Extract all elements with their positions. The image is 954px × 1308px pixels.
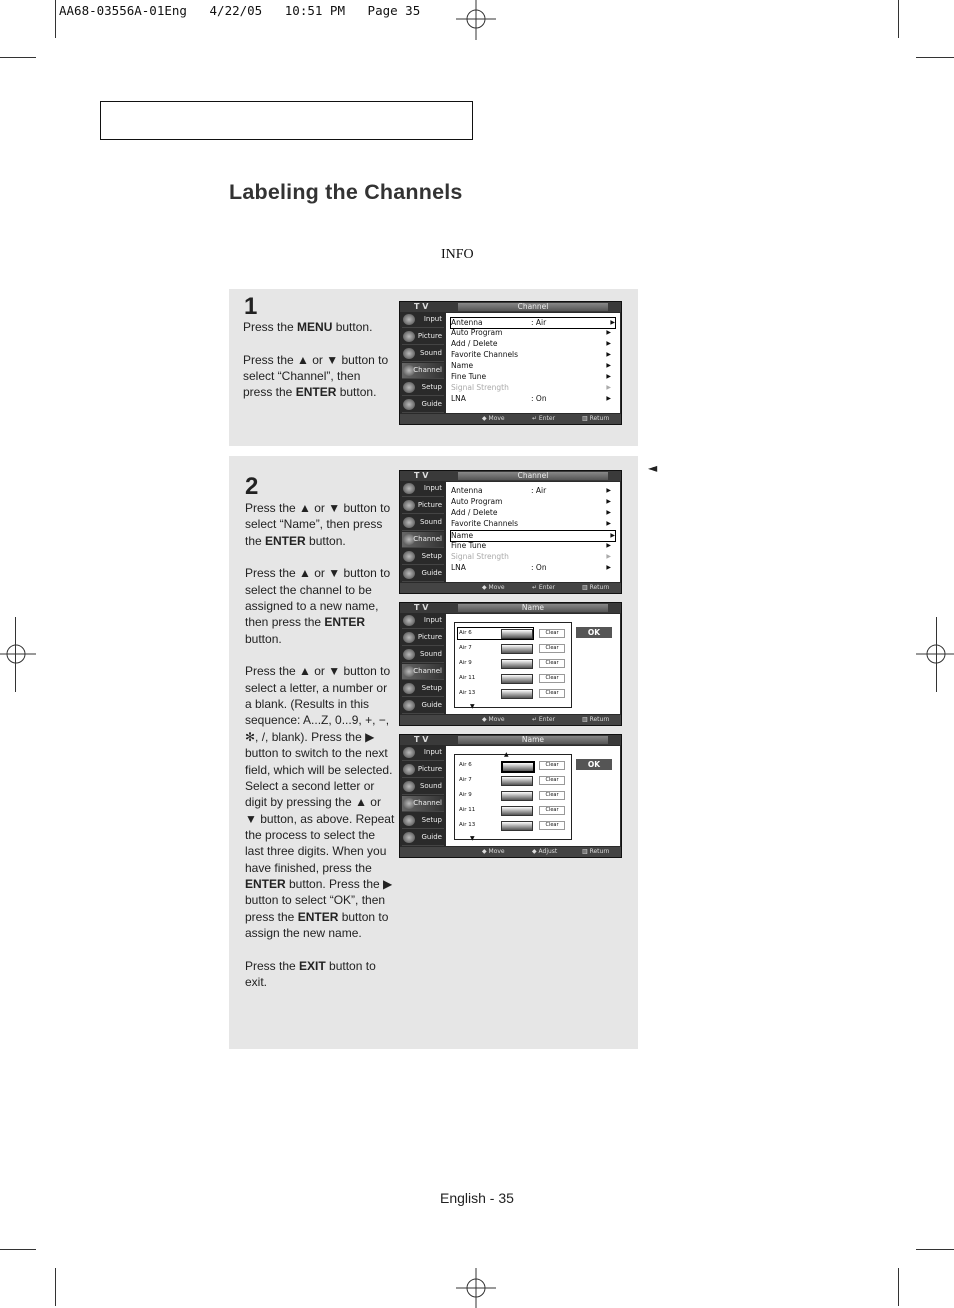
channel-label: Air 11 [459, 675, 476, 681]
channel-label: Air 9 [459, 792, 472, 798]
sidebar-item-picture [402, 498, 444, 514]
name-field [501, 644, 533, 654]
sidebar-item-label: Channel [413, 535, 442, 543]
sidebar-item-label: Input [423, 315, 442, 323]
chevron-right-icon: ▶ [606, 329, 611, 336]
chevron-right-icon: ▶ [606, 351, 611, 358]
menu-item-label: Signal Strength [451, 552, 509, 561]
screen-sidebar [400, 745, 445, 847]
chevron-right-icon: ▶ [606, 509, 611, 516]
channel-menu-item [451, 372, 611, 382]
menu-item-label: Antenna [451, 486, 483, 495]
screen-sidebar [400, 613, 445, 715]
channel-label: Air 7 [459, 777, 472, 783]
name-row [459, 759, 567, 771]
tv-screen-name-edit [399, 734, 622, 858]
sidebar-item-sound [402, 346, 444, 362]
sidebar-item-channel [402, 796, 444, 812]
sidebar-item-picture [402, 762, 444, 778]
setup-icon [403, 551, 415, 562]
guide-icon [403, 700, 415, 711]
name-row [459, 789, 567, 801]
bottom-hint-ret: ▥ Return [582, 584, 610, 591]
clear-button: Clear [539, 806, 565, 815]
sidebar-item-label: Input [423, 616, 442, 624]
clear-button: Clear [539, 689, 565, 698]
name-row [459, 819, 567, 831]
channel-label: Air 9 [459, 660, 472, 666]
clear-button: Clear [539, 821, 565, 830]
step-2-key: ENTER [265, 533, 306, 548]
scroll-up-icon: ▲ [504, 751, 509, 758]
channel-menu-item [451, 486, 611, 496]
channel-menu-item [451, 328, 611, 338]
sidebar-item-channel [402, 532, 444, 548]
step-1-number: 1 [244, 293, 258, 320]
chevron-right-icon: ▶ [610, 532, 615, 539]
clear-button: Clear [539, 659, 565, 668]
input-icon [403, 483, 415, 494]
sound-icon [403, 781, 415, 792]
menu-item-label: Add / Delete [451, 508, 498, 517]
bottom-hint-move: ◆ Move [482, 415, 505, 422]
name-row [459, 804, 567, 816]
step-2-paragraph: Press the ▲ or ▼ button to select the channel to be assigned to a new name, then press the ENTER button. [245, 566, 391, 646]
sidebar-item-sound [402, 647, 444, 663]
screen-menu-title: Name [458, 604, 608, 612]
sidebar-item-label: Input [423, 484, 442, 492]
crop-mark [0, 57, 36, 58]
channel-menu-item [451, 552, 611, 562]
name-row [459, 642, 567, 654]
sidebar-item-channel [402, 363, 444, 379]
menu-item-label: Name [451, 531, 474, 540]
sidebar-item-label: Input [423, 748, 442, 756]
setup-icon [403, 382, 415, 393]
sidebar-item-picture [402, 329, 444, 345]
name-field [501, 791, 533, 801]
sidebar-item-setup [402, 380, 444, 396]
input-icon [403, 747, 415, 758]
chevron-right-icon: ▶ [610, 319, 615, 326]
sidebar-item-input [402, 312, 444, 328]
bottom-hint-adjust: ◆ Adjust [532, 848, 558, 855]
name-field [501, 806, 533, 816]
page-title: Labeling the Channels [229, 180, 463, 204]
channel-menu-item [451, 350, 611, 360]
bottom-hint-move: ◆ Move [482, 716, 505, 723]
sidebar-item-guide [402, 698, 444, 714]
guide-icon [403, 832, 415, 843]
channel-menu-item [451, 394, 611, 404]
channel-label: Air 6 [459, 762, 472, 768]
step-1-paragraph: Press the MENU button. [243, 320, 373, 334]
sidebar-item-input [402, 613, 444, 629]
menu-item-label: LNA [451, 563, 466, 572]
page-footer: English - 35 [440, 1190, 514, 1206]
registration-mark-icon [0, 634, 40, 674]
channel-label: Air 13 [459, 822, 476, 828]
sidebar-item-guide [402, 397, 444, 413]
sidebar-item-channel [402, 664, 444, 680]
sidebar-item-label: Picture [417, 332, 442, 340]
sidebar-item-setup [402, 549, 444, 565]
section-title-frame [100, 101, 473, 140]
sidebar-item-setup [402, 813, 444, 829]
channel-menu-item [451, 383, 611, 393]
menu-item-label: LNA [451, 394, 466, 403]
menu-item-value: : Air [531, 486, 547, 495]
name-row [459, 687, 567, 699]
screen-tv-label: T V [414, 302, 429, 311]
chevron-right-icon: ▶ [606, 542, 611, 549]
screen-title-bar [400, 471, 621, 481]
picture-icon [403, 764, 415, 775]
registration-mark-icon [456, 0, 496, 40]
step-1-instructions [243, 319, 393, 401]
menu-item-label: Signal Strength [451, 383, 509, 392]
input-icon [403, 615, 415, 626]
sidebar-item-input [402, 481, 444, 497]
bottom-hint-enter: ↵ Enter [532, 415, 556, 422]
guide-icon [403, 399, 415, 410]
menu-item-value: : Air [531, 318, 547, 327]
menu-item-label: Add / Delete [451, 339, 498, 348]
name-row [459, 657, 567, 669]
sidebar-item-label: Sound [419, 782, 442, 790]
sidebar-item-label: Channel [413, 366, 442, 374]
sidebar-item-label: Channel [413, 667, 442, 675]
picture-icon [403, 331, 415, 342]
step-2-instructions [245, 500, 395, 990]
sound-icon [403, 348, 415, 359]
bottom-hint-enter: ↵ Enter [532, 584, 556, 591]
chevron-right-icon: ▶ [606, 340, 611, 347]
sidebar-item-sound [402, 779, 444, 795]
scroll-down-icon: ▼ [470, 835, 475, 842]
channel-menu-item [451, 361, 611, 371]
chevron-right-icon: ▶ [606, 362, 611, 369]
name-field [501, 776, 533, 786]
sidebar-item-label: Sound [419, 518, 442, 526]
tv-screen-channel-antenna [399, 301, 622, 425]
registration-mark-icon [914, 634, 954, 674]
chevron-right-icon: ▶ [606, 487, 611, 494]
sidebar-item-label: Setup [421, 552, 442, 560]
bottom-hint-ret: ▥ Return [582, 415, 610, 422]
bottom-hint-ret: ▥ Return [582, 716, 610, 723]
sidebar-item-label: Guide [421, 400, 442, 408]
sidebar-item-label: Setup [421, 816, 442, 824]
step-1-key: MENU [297, 320, 333, 334]
step-1-key: ENTER [295, 385, 337, 400]
picture-icon [403, 500, 415, 511]
name-list [454, 622, 572, 708]
crop-mark [55, 1268, 56, 1306]
menu-item-label: Favorite Channels [451, 519, 519, 528]
crop-mark [916, 57, 954, 58]
screen-menu-title: Channel [458, 303, 608, 311]
sidebar-item-label: Picture [417, 501, 442, 509]
clear-button: Clear [539, 791, 565, 800]
bottom-hint-enter: ↵ Enter [532, 716, 556, 723]
name-row [459, 672, 567, 684]
clear-button: Clear [539, 776, 565, 785]
sidebar-item-guide [402, 566, 444, 582]
chevron-right-icon: ▶ [606, 373, 611, 380]
sidebar-item-label: Guide [421, 569, 442, 577]
clear-button: Clear [539, 644, 565, 653]
step-1-paragraph: Press the ▲ or ▼ button to select “Channel”, then press the ENTER button. [243, 352, 389, 400]
sidebar-item-label: Sound [419, 349, 442, 357]
ok-button: OK [576, 627, 612, 638]
sidebar-item-label: Sound [419, 650, 442, 658]
tv-screen-name-list [399, 602, 622, 726]
screen-bottom-bar [400, 715, 621, 725]
input-icon [403, 314, 415, 325]
bottom-hint-move: ◆ Move [482, 584, 505, 591]
setup-icon [403, 815, 415, 826]
setup-icon [403, 683, 415, 694]
chevron-right-icon: ▶ [606, 553, 611, 560]
crop-mark [898, 0, 899, 38]
channel-menu-item [451, 508, 611, 518]
step-2-number: 2 [245, 473, 259, 500]
menu-item-label: Auto Program [451, 497, 503, 506]
step-2-paragraph: Press the EXIT button to exit. [245, 958, 376, 989]
step-2-key: ENTER [297, 909, 339, 924]
screen-bottom-bar [400, 414, 621, 424]
name-panel [446, 746, 620, 846]
sidebar-item-picture [402, 630, 444, 646]
print-header: AA68-03556A-01Eng 4/22/05 10:51 PM Page 35 [59, 3, 421, 18]
menu-item-value: : On [531, 394, 547, 403]
menu-item-label: Antenna [451, 318, 483, 327]
chevron-right-icon: ▶ [606, 520, 611, 527]
channel-menu-panel [446, 313, 620, 413]
screen-title-bar [400, 735, 621, 745]
screen-tv-label: T V [414, 735, 429, 744]
name-field [501, 674, 533, 684]
channel-menu-item [451, 339, 611, 349]
menu-item-label: Fine Tune [451, 372, 487, 381]
screen-tv-label: T V [414, 471, 429, 480]
clear-button: Clear [539, 674, 565, 683]
channel-menu-item [451, 519, 611, 529]
name-field [501, 689, 533, 699]
info-label: INFO [441, 247, 474, 262]
sidebar-item-label: Setup [421, 383, 442, 391]
screen-tv-label: T V [414, 603, 429, 612]
name-row [459, 774, 567, 786]
menu-item-value: : On [531, 563, 547, 572]
crop-mark [55, 0, 56, 38]
name-list [454, 754, 572, 840]
sidebar-item-label: Picture [417, 633, 442, 641]
screen-title-bar [400, 302, 621, 312]
bottom-hint-move: ◆ Move [482, 848, 505, 855]
sound-icon [403, 649, 415, 660]
step-2-key: ENTER [324, 615, 366, 630]
channel-menu-panel [446, 482, 620, 582]
sidebar-item-label: Guide [421, 833, 442, 841]
tv-screen-channel-name [399, 470, 622, 594]
sidebar-item-sound [402, 515, 444, 531]
name-field [501, 821, 533, 831]
screen-menu-title: Channel [458, 472, 608, 480]
menu-item-label: Name [451, 361, 474, 370]
channel-label: Air 11 [459, 807, 476, 813]
step-2-key: ENTER [245, 876, 286, 891]
side-arrow-icon: ◄ [648, 461, 658, 475]
picture-icon [403, 632, 415, 643]
clear-button: Clear [539, 761, 565, 770]
registration-mark-icon [456, 1268, 496, 1308]
sidebar-item-label: Setup [421, 684, 442, 692]
screen-sidebar [400, 481, 445, 583]
sound-icon [403, 517, 415, 528]
sidebar-item-label: Picture [417, 765, 442, 773]
channel-label: Air 6 [459, 630, 472, 636]
scroll-down-icon: ▼ [470, 703, 475, 710]
screen-bottom-bar [400, 847, 621, 857]
step-2-paragraph: Press the ▲ or ▼ button to select a letter, a number or a blank. (Results in this sequence: A...Z, 0...9, +, −, ✻, /, blank). Press the ▶ button to switch to the next field, which will be selected. Select a second letter or digit by pressing the ▲ or ▼ button, as above. Repeat the process to select the last three digits. When you have finished, press the ENTER button. Press the ▶ button to select “OK”, then press the ENTER button to assign the new name. [245, 664, 395, 940]
step-2-paragraph: Press the ▲ or ▼ button to select “Name”, then press the ENTER button. [245, 501, 391, 548]
screen-bottom-bar [400, 583, 621, 593]
crop-mark [916, 1249, 954, 1250]
bottom-hint-ret: ▥ Return [582, 848, 610, 855]
crop-mark [898, 1268, 899, 1306]
clear-button: Clear [539, 629, 565, 638]
name-field [501, 629, 533, 639]
channel-menu-item [451, 497, 611, 507]
name-field [501, 761, 535, 773]
screen-menu-title: Name [458, 736, 608, 744]
chevron-right-icon: ▶ [606, 498, 611, 505]
channel-menu-item [451, 541, 611, 551]
chevron-right-icon: ▶ [606, 395, 611, 402]
screen-title-bar [400, 603, 621, 613]
channel-menu-item [451, 563, 611, 573]
menu-item-label: Fine Tune [451, 541, 487, 550]
sidebar-item-guide [402, 830, 444, 846]
guide-icon [403, 568, 415, 579]
step-2-key: EXIT [299, 958, 326, 973]
crop-mark [0, 1249, 36, 1250]
chevron-right-icon: ▶ [606, 564, 611, 571]
screen-sidebar [400, 312, 445, 414]
menu-item-label: Auto Program [451, 328, 503, 337]
chevron-right-icon: ▶ [606, 384, 611, 391]
name-field [501, 659, 533, 669]
sidebar-item-input [402, 745, 444, 761]
sidebar-item-setup [402, 681, 444, 697]
menu-item-label: Favorite Channels [451, 350, 519, 359]
name-row [459, 627, 567, 639]
sidebar-item-label: Channel [413, 799, 442, 807]
sidebar-item-label: Guide [421, 701, 442, 709]
channel-label: Air 13 [459, 690, 476, 696]
ok-button: OK [576, 759, 612, 770]
channel-label: Air 7 [459, 645, 472, 651]
name-panel [446, 614, 620, 714]
